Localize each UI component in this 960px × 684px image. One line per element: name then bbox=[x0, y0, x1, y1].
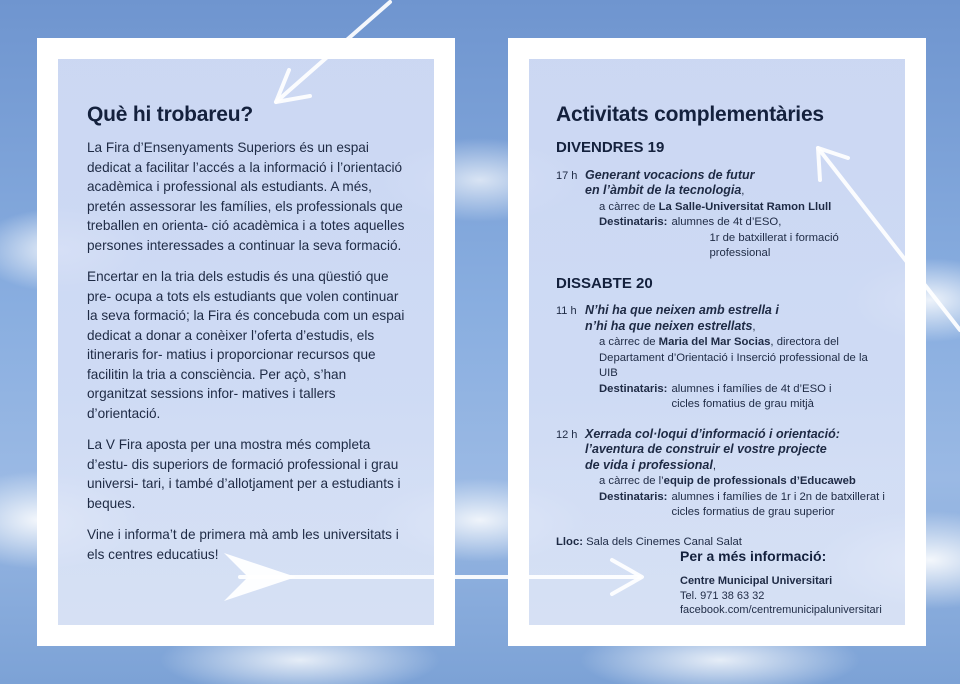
destinataris-label: Destinataris bbox=[599, 490, 664, 503]
destinataris-line: cicles fomatius de grau mitjà bbox=[671, 398, 814, 410]
location-label: Lloc: bbox=[556, 535, 583, 548]
activity-organizer: Maria del Mar Socias bbox=[658, 336, 771, 348]
info-web-link[interactable]: facebook.com/centremunicipaluniversitari bbox=[680, 604, 882, 616]
activity-time: 17 h bbox=[556, 169, 578, 182]
left-paragraph-4: Vine i informa’t de primera mà amb les universitats i els centres educatius! bbox=[87, 527, 399, 562]
activity-title-suffix: , bbox=[712, 459, 716, 472]
activity-title-line: en l’àmbit de la tecnologia bbox=[585, 183, 742, 197]
destinataris-line: alumnes i famílies de 1r i 2n de batxillerat i bbox=[671, 490, 885, 503]
activity-title-line: l’aventura de construir el vostre projecte bbox=[585, 442, 827, 456]
activity-by-prefix: a càrrec de bbox=[599, 336, 659, 348]
activity-organizer: La Salle-Universitat Ramon Llull bbox=[658, 200, 832, 213]
destinataris-line: 1r de batxillerat i formació professional bbox=[709, 231, 839, 259]
activity-title-suffix: , bbox=[752, 320, 756, 333]
more-info-block bbox=[680, 548, 882, 618]
activity-title-line: N’hi ha que neixen amb estrella i bbox=[585, 303, 779, 317]
activity-title-suffix: , bbox=[741, 185, 745, 197]
activity-by-prefix: a càrrec de l’ bbox=[599, 475, 664, 487]
activity-by-extra: Departament d’Orientació i Inserció professional de la UIB bbox=[599, 351, 868, 379]
left-paragraph-1: La Fira d’Ensenyaments Superiors és un espai dedicat a facilitar l’accés a la informació i l’orientació acadèmica i professional als estudiants. A més, pretén assessorar les famílies, els professionals que treballen en orienta- ció acadèmica i a totes aquelles persones interessades a continuar la seva formació. bbox=[87, 140, 405, 253]
activity-item: 12 h Xerrada col·loqui d’informació i orientació: l’aventura de construir el vostre projecte de vida i professional, a càrrec de l’equip de professionals d’Educaweb Destinataris: alumnes i famílies de 1r i 2n de batxillerat i cicles formatius de grau superior bbox=[556, 427, 886, 521]
activity-time: 11 h bbox=[556, 305, 577, 317]
more-info-heading: Per a més informació: bbox=[680, 548, 827, 564]
left-title: Què hi trobareu? bbox=[87, 103, 253, 126]
destinataris-label: Destinataris bbox=[599, 382, 664, 395]
destinataris-line: cicles formatius de grau superior bbox=[671, 506, 835, 518]
activity-by-prefix: a càrrec de bbox=[599, 200, 659, 213]
location-value: Sala dels Cinemes Canal Salat bbox=[586, 535, 742, 548]
info-organization: Centre Municipal Universitari bbox=[680, 575, 833, 587]
day-heading: DISSABTE 20 bbox=[556, 274, 653, 292]
left-paragraph-3: La V Fira aposta per una mostra més completa d’estu- dis superiors de formació professional i grau universi- tari, i també d’allotjament per a estudiants i beques. bbox=[87, 437, 401, 511]
day-heading: DIVENDRES 19 bbox=[556, 139, 665, 156]
right-title: Activitats complementàries bbox=[556, 103, 824, 126]
activity-title-line: Generant vocacions de futur bbox=[585, 167, 755, 182]
activity-by-suffix: , directora del bbox=[770, 336, 839, 348]
info-phone: Tel. 971 38 63 32 bbox=[680, 589, 765, 602]
left-paragraph-2: Encertar en la tria dels estudis és una qüestió que pre- ocupa a tots els estudiants que volen continuar la seva formació; la Fira és concebuda com un espai dedicat a donar a conèixer l’oferta d’estudis, els itineraris for- matius i proporcionar recursos que facilitin la tria a consciència. Per açò, s’han organitzat sessions infor- matives i tallers d’orientació. bbox=[87, 269, 405, 421]
activity-title-line: n’hi ha que neixen estrellats bbox=[585, 318, 753, 333]
destinataris-label: Destinataris bbox=[599, 216, 664, 228]
left-body bbox=[87, 138, 407, 576]
activity-item: 17 h Generant vocacions de futur en l’àmbit de la tecnologia, a càrrec de La Salle-Universitat Ramon Llull Destinataris: alumnes de 4t d’ESO, 1r de batxillerat i formació professional bbox=[556, 168, 886, 262]
activity-item: 11 h N’hi ha que neixen amb estrella i n’hi ha que neixen estrellats, a càrrec de Maria del Mar Socias, directora del Departament d’Orientació i Inserció professional de la UIB Destinataris: alumnes i famílies de 4t d’ESO i cicles fomatius de grau mitjà bbox=[556, 303, 886, 413]
destinataris-line: alumnes de 4t d’ESO, bbox=[671, 216, 782, 228]
activity-title-line: Xerrada col·loqui d’informació i orientació: bbox=[585, 426, 840, 441]
destinataris-line: alumnes i famílies de 4t d’ESO i bbox=[671, 382, 832, 395]
activity-time: 12 h bbox=[556, 428, 578, 441]
activity-organizer: equip de professionals d’Educaweb bbox=[663, 475, 856, 487]
activities-list bbox=[556, 140, 886, 578]
activity-title-line: de vida i professional bbox=[585, 457, 713, 472]
